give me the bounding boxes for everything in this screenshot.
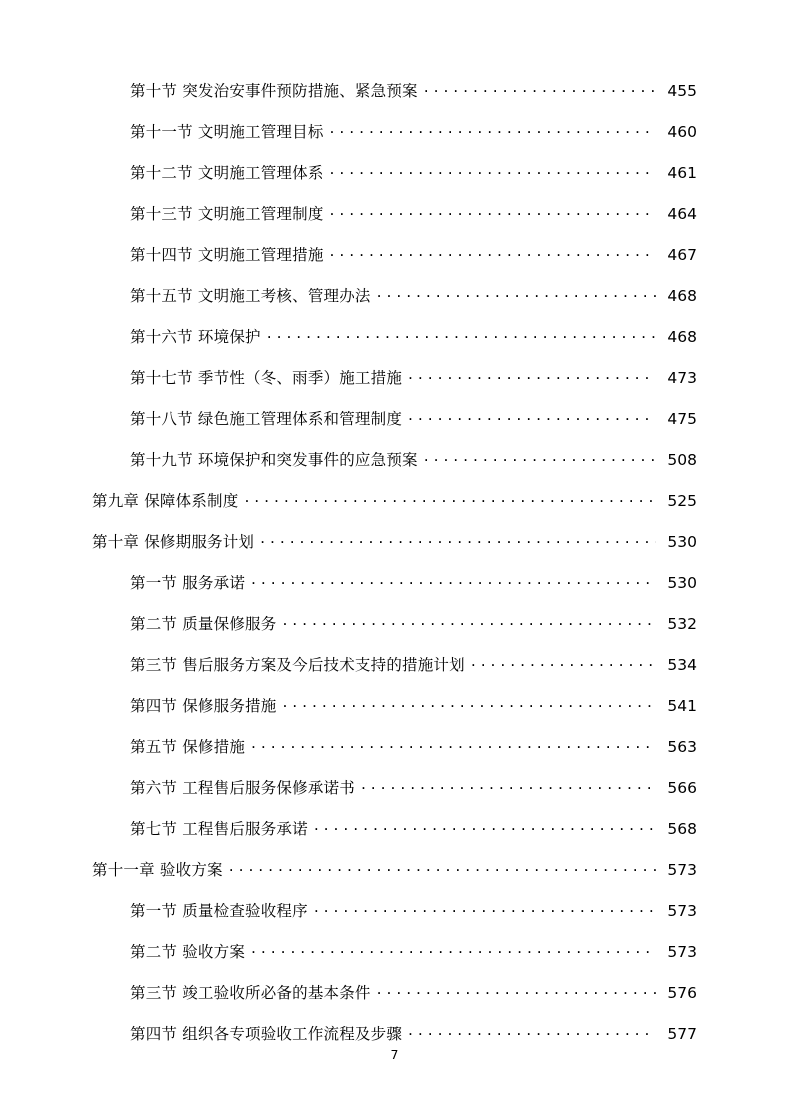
toc-entry-page-number: 475 [667,409,697,428]
toc-entry-label: 第十六节 环境保护 [130,327,261,346]
toc-leader-dots [314,900,656,916]
toc-entry-page-number: 473 [667,368,697,387]
toc-entry[interactable] [92,285,697,326]
toc-entry[interactable] [92,531,697,572]
toc-entry[interactable] [92,572,697,613]
toc-entry[interactable] [92,736,697,777]
toc-entry-page-number: 576 [667,983,697,1002]
toc-entry-page-number: 573 [667,901,697,920]
toc-entry[interactable] [92,941,697,982]
toc-entry-page-number: 573 [667,860,697,879]
toc-leader-dots [251,941,656,957]
toc-leader-dots [377,285,656,301]
toc-entry-label: 第四节 保修服务措施 [130,696,277,715]
toc-entry[interactable] [92,613,697,654]
toc-entry[interactable] [92,654,697,695]
toc-entry[interactable] [92,449,697,490]
toc-entry[interactable] [92,162,697,203]
table-of-contents [92,80,697,1064]
toc-entry-page-number: 460 [667,122,697,141]
toc-leader-dots [251,736,656,752]
toc-entry[interactable] [92,367,697,408]
toc-entry[interactable] [92,900,697,941]
toc-entry-label: 第十七节 季节性（冬、雨季）施工措施 [130,368,403,387]
toc-entry-label: 第十三节 文明施工管理制度 [130,204,324,223]
toc-entry[interactable] [92,326,697,367]
toc-entry[interactable] [92,80,697,121]
toc-entry[interactable] [92,121,697,162]
toc-entry-label: 第十四节 文明施工管理措施 [130,245,324,264]
toc-entry-label: 第十九节 环境保护和突发事件的应急预案 [130,450,418,469]
toc-entry-page-number: 534 [667,655,697,674]
toc-entry-label: 第十二节 文明施工管理体系 [130,163,324,182]
toc-leader-dots [244,490,656,506]
toc-entry-label: 第四节 组织各专项验收工作流程及步骤 [130,1024,403,1043]
toc-entry-label: 第二节 验收方案 [130,942,246,961]
toc-entry-page-number: 508 [667,450,697,469]
toc-leader-dots [424,449,656,465]
toc-entry[interactable] [92,244,697,285]
toc-entry-label: 第一节 质量检查验收程序 [130,901,308,920]
page-footer-number: 7 [390,1047,399,1062]
toc-entry[interactable] [92,777,697,818]
toc-leader-dots [471,654,656,670]
toc-leader-dots [267,326,656,342]
toc-leader-dots [377,982,656,998]
toc-leader-dots [424,80,656,96]
toc-entry-page-number: 577 [667,1024,697,1043]
toc-entry[interactable] [92,695,697,736]
toc-leader-dots [330,121,656,137]
toc-entry-page-number: 532 [667,614,697,633]
toc-entry-label: 第十一节 文明施工管理目标 [130,122,324,141]
toc-entry-page-number: 468 [667,286,697,305]
toc-entry[interactable] [92,859,697,900]
toc-entry-page-number: 530 [667,573,697,592]
toc-entry-page-number: 530 [667,532,697,551]
toc-leader-dots [408,367,656,383]
toc-leader-dots [314,818,656,834]
toc-leader-dots [408,408,656,424]
toc-leader-dots [330,162,656,178]
toc-entry-page-number: 455 [667,81,697,100]
toc-entry-label: 第九章 保障体系制度 [92,491,239,510]
toc-entry-label: 第三节 售后服务方案及今后技术支持的措施计划 [130,655,465,674]
toc-entry-label: 第十五节 文明施工考核、管理办法 [130,286,371,305]
toc-entry-page-number: 563 [667,737,697,756]
toc-entry-label: 第一节 服务承诺 [130,573,246,592]
toc-leader-dots [282,695,656,711]
toc-entry-page-number: 541 [667,696,697,715]
toc-entry-label: 第三节 竣工验收所必备的基本条件 [130,983,371,1002]
toc-entry-page-number: 566 [667,778,697,797]
toc-leader-dots [282,613,656,629]
toc-entry-label: 第十一章 验收方案 [92,860,223,879]
toc-entry[interactable] [92,818,697,859]
toc-leader-dots [251,572,656,588]
toc-entry-page-number: 461 [667,163,697,182]
toc-entry-label: 第七节 工程售后服务承诺 [130,819,308,838]
toc-entry[interactable] [92,408,697,449]
toc-leader-dots [330,244,656,260]
toc-entry-label: 第六节 工程售后服务保修承诺书 [130,778,355,797]
toc-leader-dots [408,1023,656,1039]
toc-entry-label: 第五节 保修措施 [130,737,246,756]
toc-entry-label: 第十八节 绿色施工管理体系和管理制度 [130,409,403,428]
toc-entry-page-number: 568 [667,819,697,838]
toc-entry-page-number: 573 [667,942,697,961]
toc-entry-page-number: 468 [667,327,697,346]
toc-entry-page-number: 467 [667,245,697,264]
toc-entry[interactable] [92,982,697,1023]
toc-leader-dots [229,859,656,875]
toc-entry[interactable] [92,203,697,244]
toc-entry-label: 第十节 突发治安事件预防措施、紧急预案 [130,81,418,100]
toc-leader-dots [260,531,656,547]
toc-entry-label: 第十章 保修期服务计划 [92,532,255,551]
toc-entry[interactable] [92,490,697,531]
toc-entry-page-number: 525 [667,491,697,510]
toc-entry-page-number: 464 [667,204,697,223]
toc-entry-label: 第二节 质量保修服务 [130,614,277,633]
toc-leader-dots [361,777,656,793]
toc-leader-dots [330,203,656,219]
